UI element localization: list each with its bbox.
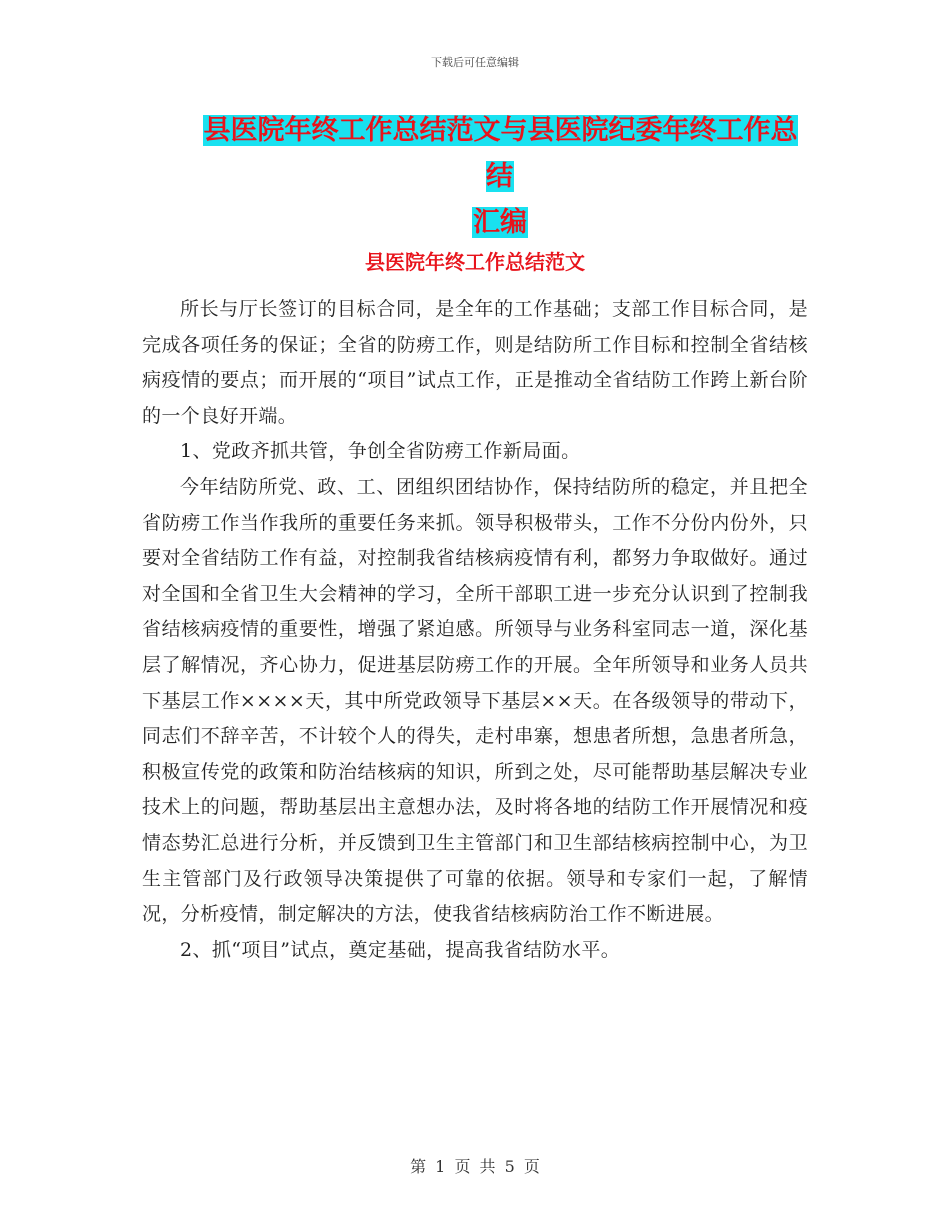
paragraph-point-2: 2、抓“项目”试点，奠定基础，提高我省结防水平。 [180,938,621,961]
section-heading: 县医院年终工作总结范文 [365,250,585,274]
document-title-line-1: 县医院年终工作总结范文与县医院纪委年终工作总结 [203,115,798,192]
paragraph-intro: 所长与厅长签订的目标合同，是全年的工作基础；支部工作目标合同，是完成各项任务的保证；全省的防痨工作，则是结防所工作目标和控制全省结核病疫情的要点；而开展的“项目”试点工作，正是推动全省结防工作跨上新台阶的一个良好开端。 [142,298,808,427]
document-title-line-2: 汇编 [473,207,527,238]
document-title [190,108,810,246]
header-note: 下载后可任意编辑 [431,56,519,69]
page-number: 第 1 页 共 5 页 [410,1157,540,1176]
paragraph-point-1-detail: 今年结防所党、政、工、团组织团结协作，保持结防所的稳定，并且把全省防痨工作当作我所的重要任务来抓。领导积极带头，工作不分份内份外，只要对全省结防工作有益，对控制我省结核病疫情有利，都努力争取做好。通过对全国和全省卫生大会精神的学习，全所干部职工进一步充分认识到了控制我省结核病疫情的重要性，增强了紧迫感。所领导与业务科室同志一道，深化基层了解情况，齐心协力，促进基层防痨工作的开展。全年所领导和业务人员共下基层工作××××天，其中所党政领导下基层××天。在各级领导的带动下，同志们不辞辛苦，不计较个人的得失，走村串寨，想患者所想，急患者所急，积极宣传党的政策和防治结核病的知识，所到之处，尽可能帮助基层解决专业技术上的问题，帮助基层出主意想办法，及时将各地的结防工作开展情况和疫情态势汇总进行分析，并反馈到卫生主管部门和卫生部结核病控制中心，为卫生主管部门及行政领导决策提供了可靠的依据。领导和专家们一起，了解情况，分析疫情，制定解决的方法，使我省结核病防治工作不断进展。 [142,475,808,926]
paragraph-point-1: 1、党政齐抓共管，争创全省防痨工作新局面。 [180,440,581,463]
body-text [142,292,808,968]
